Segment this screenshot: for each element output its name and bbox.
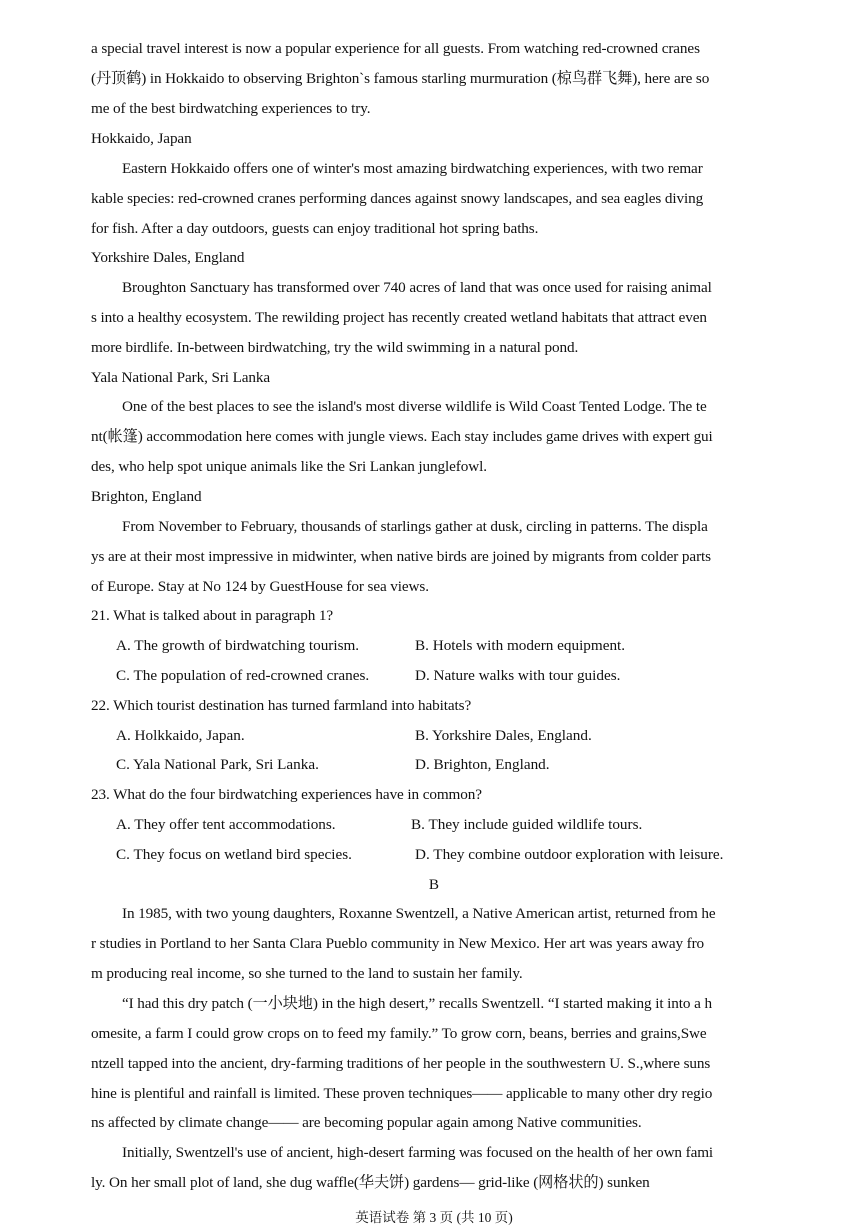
option-d: D. Brighton, England. xyxy=(415,756,550,773)
page-footer: 英语试卷 第 3 页 (共 10 页) xyxy=(355,1210,513,1225)
passage-line: a special travel interest is now a popular experience for all guests. From watching red-crowned cranes xyxy=(91,40,700,57)
passage-line: for fish. After a day outdoors, guests can enjoy traditional hot spring baths. xyxy=(91,220,539,237)
passage-line: s into a healthy ecosystem. The rewilding project has recently created wetland habitats that attract even xyxy=(91,309,707,326)
section-heading: Brighton, England xyxy=(91,488,202,505)
option-c: C. The population of red-crowned cranes. xyxy=(116,667,370,684)
passage-line: Broughton Sanctuary has transformed over 740 acres of land that was once used for raising animal xyxy=(122,279,712,296)
option-d: D. Nature walks with tour guides. xyxy=(415,667,621,684)
passage-label: B xyxy=(428,876,440,893)
option-a: A. The growth of birdwatching tourism. xyxy=(116,637,360,654)
section-heading: Yala National Park, Sri Lanka xyxy=(91,369,271,386)
passage-line: nt(帐篷) accommodation here comes with jungle views. Each stay includes game drives with expert gui xyxy=(91,428,713,445)
passage-line: ys are at their most impressive in midwinter, when native birds are joined by migrants from colder parts xyxy=(91,548,711,565)
passage-line: omesite, a farm I could grow crops on to feed my family.” To grow corn, beans, berries and grains,Swe xyxy=(91,1025,707,1042)
passage-line: In 1985, with two young daughters, Roxanne Swentzell, a Native American artist, returned from he xyxy=(122,905,716,922)
question-stem: 22. Which tourist destination has turned farmland into habitats? xyxy=(91,697,472,714)
question-stem: 21. What is talked about in paragraph 1? xyxy=(91,607,334,624)
passage-line: kable species: red-crowned cranes performing dances against snowy landscapes, and sea eagles diving xyxy=(91,190,704,207)
passage-line: Eastern Hokkaido offers one of winter's most amazing birdwatching experiences, with two remar xyxy=(122,160,703,177)
passage-line: me of the best birdwatching experiences to try. xyxy=(91,100,371,117)
option-d: D. They combine outdoor exploration with leisure. xyxy=(415,846,724,863)
option-a: A. Holkkaido, Japan. xyxy=(116,727,245,744)
passage-line: m producing real income, so she turned to the land to sustain her family. xyxy=(91,965,523,982)
option-c: C. Yala National Park, Sri Lanka. xyxy=(116,756,319,773)
section-heading: Yorkshire Dales, England xyxy=(91,249,245,266)
passage-line: ns affected by climate change—— are becoming popular again among Native communities. xyxy=(91,1114,642,1131)
question-stem: 23. What do the four birdwatching experiences have in common? xyxy=(91,786,482,803)
passage-line: more birdlife. In-between birdwatching, try the wild swimming in a natural pond. xyxy=(91,339,579,356)
option-b: B. They include guided wildlife tours. xyxy=(411,816,643,833)
option-b: B. Hotels with modern equipment. xyxy=(415,637,626,654)
option-c: C. They focus on wetland bird species. xyxy=(116,846,352,863)
option-b: B. Yorkshire Dales, England. xyxy=(415,727,592,744)
passage-line: ntzell tapped into the ancient, dry-farming traditions of her people in the southwestern U. S.,where suns xyxy=(91,1055,711,1072)
passage-line: Initially, Swentzell's use of ancient, high-desert farming was focused on the health of her own fami xyxy=(122,1144,714,1161)
passage-line: One of the best places to see the island's most diverse wildlife is Wild Coast Tented Lodge. The te xyxy=(122,398,707,415)
option-a: A. They offer tent accommodations. xyxy=(116,816,336,833)
passage-line: r studies in Portland to her Santa Clara Pueblo community in New Mexico. Her art was years away fro xyxy=(91,935,705,952)
passage-line: (丹顶鹤) in Hokkaido to observing Brighton`s famous starling murmuration (椋鸟群飞舞), here are so xyxy=(91,70,710,87)
passage-line: From November to February, thousands of starlings gather at dusk, circling in patterns. The displa xyxy=(122,518,708,535)
passage-line: hine is plentiful and rainfall is limited. These proven techniques—— applicable to many other dry regio xyxy=(91,1085,713,1102)
passage-line: des, who help spot unique animals like the Sri Lankan junglefowl. xyxy=(91,458,487,475)
section-heading: Hokkaido, Japan xyxy=(91,130,192,147)
passage-line: “I had this dry patch (一小块地) in the high desert,” recalls Swentzell. “I started making it into a h xyxy=(122,995,712,1012)
passage-line: ly. On her small plot of land, she dug waffle(华夫饼) gardens— grid-like (网格状的) sunken xyxy=(91,1174,650,1191)
passage-line: of Europe. Stay at No 124 by GuestHouse for sea views. xyxy=(91,578,429,595)
